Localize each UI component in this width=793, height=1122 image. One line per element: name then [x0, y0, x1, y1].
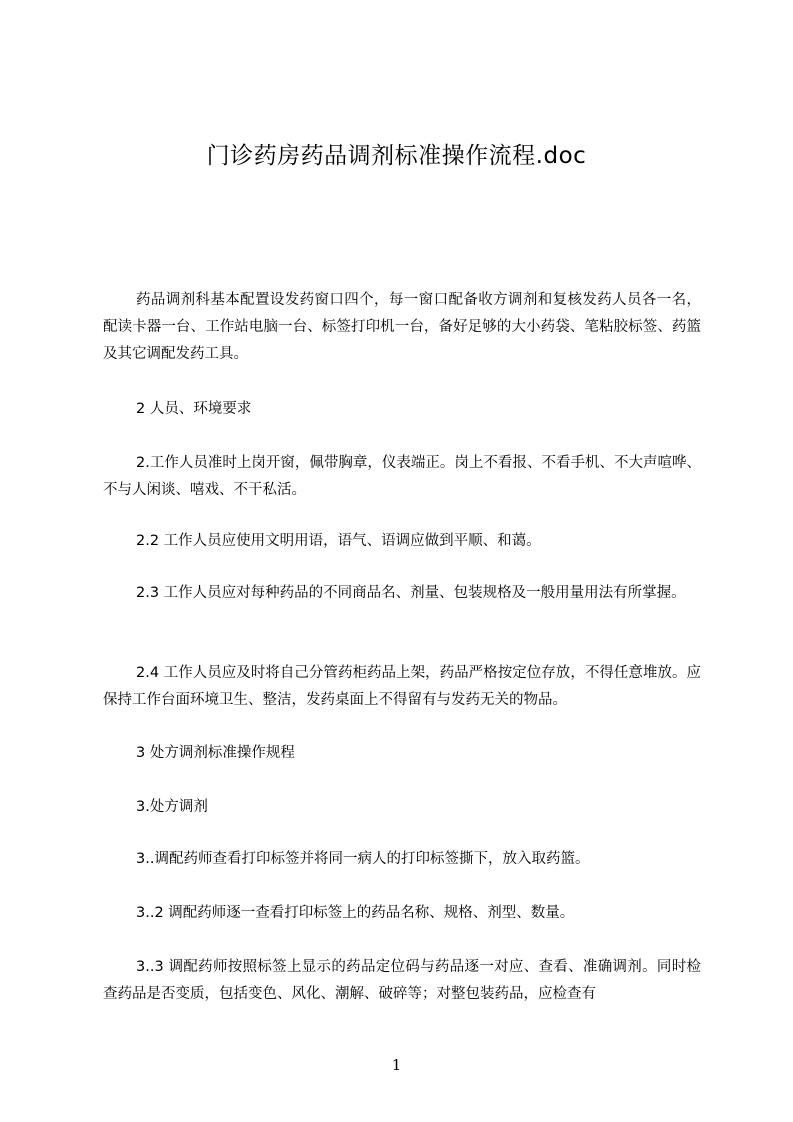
paragraph-3-1: 3..调配药师查看打印标签并将同一病人的打印标签撕下，放入取药篮。: [136, 851, 590, 867]
paragraph-2-1: 2.工作人员准时上岗开窗，佩带胸章，仪表端正。岗上不看报、不看手机、不大声喧哗、不与人闲谈、嘻戏、不干私活。: [103, 455, 701, 498]
paragraph-2-4: 2.4 工作人员应及时将自己分管药柜药品上架，药品严格按定位存放，不得任意堆放。应保持工作台面环境卫生、整洁，发药桌面上不得留有与发药无关的物品。: [103, 665, 701, 708]
paragraph-3-2: 3..2 调配药师逐一查看打印标签上的药品名称、规格、剂型、数量。: [136, 905, 575, 921]
section-heading-3: 3 处方调剂标准操作规程: [136, 745, 295, 761]
section-heading-2: 2 人员、环境要求: [136, 401, 252, 417]
paragraph-3-3: 3..3 调配药师按照标签上显示的药品定位码与药品逐一对应、查看、准确调剂。同时检查药品是否变质，包括变色、风化、潮解、破碎等；对整包装药品，应检查有: [103, 959, 701, 1002]
paragraph-intro: 药品调剂科基本配置设发药窗口四个，每一窗口配备收方调剂和复核发药人员各一名，配读卡器一台、工作站电脑一台、标签打印机一台，备好足够的大小药袋、笔粘胶标签、药篮及其它调配发药工具。: [103, 292, 701, 362]
page-number: 1: [391, 1056, 402, 1074]
subsection-heading-3: 3.处方调剂: [136, 799, 208, 815]
paragraph-2-2: 2.2 工作人员应使用文明用语，语气、语调应做到平顺、和蔼。: [136, 533, 541, 549]
document-title: 门诊药房药品调剂标准操作流程.doc: [206, 143, 587, 169]
paragraph-2-3: 2.3 工作人员应对每种药品的不同商品名、剂量、包装规格及一般用量用法有所掌握。: [136, 585, 686, 601]
